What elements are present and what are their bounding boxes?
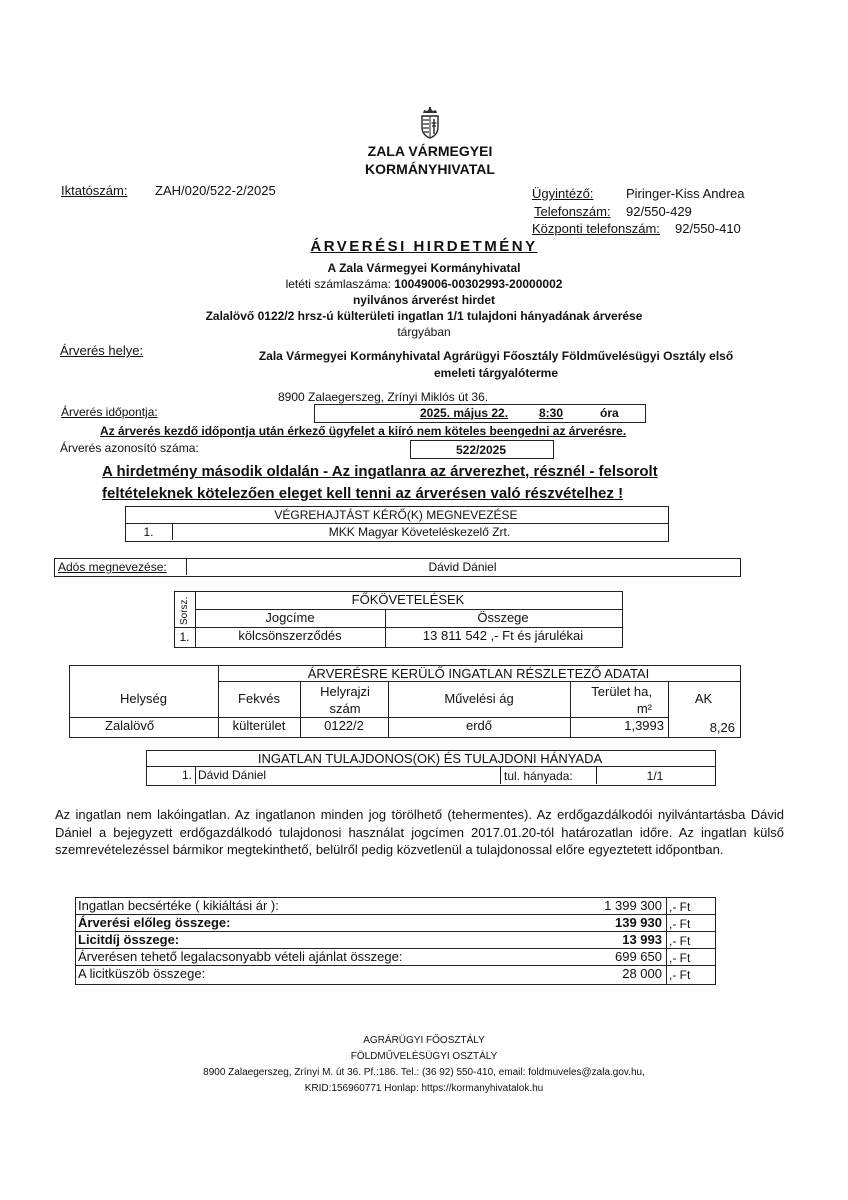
fokoveteles-header: FŐKÖVETELÉSEK (351, 592, 465, 607)
page-title: ÁRVERÉSI HIRDETMÉNY (310, 238, 538, 255)
warning-text: Az árverés kezdő időpontja után érkező ügyfelet a kiíró nem köteles beengedni az árverésre. (100, 424, 627, 438)
ados-label: Adós megnevezése: (58, 560, 167, 574)
notice (102, 461, 658, 505)
price-value: 139 930 (615, 915, 662, 930)
idopont-unit: óra (600, 406, 619, 420)
price-label: Ingatlan becsértéke ( kikiáltási ár ): (78, 898, 279, 913)
price-value: 28 000 (622, 966, 662, 981)
price-label: Árverésen tehető legalacsonyabb vételi ajánlat összege: (78, 949, 403, 964)
helye-line2: emeleti tárgyalóterme (433, 366, 559, 380)
price-unit: ,- Ft (669, 900, 691, 914)
helye-text (200, 348, 792, 382)
hanyad-value: 1/1 (646, 769, 664, 783)
intro-line2-prefix: letéti számlaszáma: (285, 277, 395, 291)
price-value: 699 650 (615, 949, 662, 964)
tulajdonos-header: INGATLAN TULAJDONOS(OK) ÉS TULAJDONI HÁNYADA (257, 751, 603, 766)
price-value: 1 399 300 (604, 898, 662, 913)
price-unit: ,- Ft (669, 917, 691, 931)
footer-line4: KRID:156960771 Honlap: https://kormanyhivatalok.hu (304, 1083, 544, 1094)
idopont-time: 8:30 (539, 406, 564, 420)
intro-line2 (100, 276, 748, 292)
price-label: A licitküszöb összege: (78, 966, 206, 981)
intro-line1: A Zala Vármegyei Kormányhivatal (327, 261, 521, 275)
iktato-value: ZAH/020/522-2/2025 (155, 183, 276, 198)
sorsz-label: Sorsz. (179, 596, 190, 626)
footer (100, 1033, 748, 1097)
fokoveteles-col2: Összege (477, 610, 529, 625)
telefon-label: Telefonszám: (534, 204, 611, 219)
fokoveteles-num: 1. (179, 630, 190, 644)
iktato-label: Iktatószám: (61, 183, 128, 198)
price-label: Licitdíj összege: (78, 932, 180, 947)
ugyintezo-label: Ügyintéző: (532, 186, 594, 201)
price-label: Árverési előleg összege: (78, 915, 231, 930)
tulajdonos-name: Dávid Dániel (198, 768, 267, 782)
account-number: 10049006-00302993-20000002 (394, 277, 563, 291)
price-unit: ,- Ft (669, 968, 691, 982)
fokoveteles-jogcim: kölcsönszerződés (238, 628, 342, 643)
col-helyseg: Helység (120, 691, 167, 706)
price-value: 13 993 (622, 932, 662, 947)
intro-line3: nyilvános árverést hirdet (352, 293, 496, 307)
ingatlan-header: ÁRVERÉSRE KERÜLŐ INGATLAN RÉSZLETEZŐ ADATAI (307, 666, 650, 681)
helye-label: Árverés helye: (60, 343, 144, 358)
ugyintezo-value: Piringer-Kiss Andrea (626, 186, 745, 201)
intro-line5: tárgyában (397, 325, 451, 339)
azonosito-value: 522/2025 (455, 443, 507, 457)
col-hrsz: Helyrajzi szám (320, 684, 370, 716)
footer-line1: AGRÁRÜGYI FŐOSZTÁLY (363, 1035, 485, 1046)
coat-of-arms-icon (419, 107, 441, 139)
notice-line2: feltételeknek kötelezően eleget kell tenni az árverésen való részvételhez ! (102, 485, 624, 502)
org-name (300, 142, 560, 178)
azonosito-label: Árverés azonosító száma: (60, 441, 199, 455)
kozponti-value: 92/550-410 (675, 221, 741, 236)
fokoveteles-col1: Jogcíme (265, 610, 315, 625)
col-ak: AK (694, 691, 713, 706)
idopont-date: 2025. május 22. (420, 406, 509, 420)
description-paragraph: Az ingatlan nem lakóingatlan. Az ingatlanon minden jog törölhető (tehermentes). Az erdőgazdálkodói nyilvántartásba Dávid Dániel a bejegyzett erdőgazdálkodó tulajdonosi használat jogcímen 2017.01.20-tól határozatlan időre. Az ingatlan külső szemrevételezéssel bármikor megtekinthető, belülről pedig közvetlenül a tulajdonossal előre egyeztetett időpontban. (55, 807, 784, 857)
kozponti-label: Központi telefonszám: (532, 221, 660, 236)
footer-line3: 8900 Zalaegerszeg, Zrínyi M. út 36. Pf.:186. Tel.: (36 92) 550-410, email: foldmuveles@zala.gov.hu, (203, 1067, 645, 1078)
col-terulet: Terület ha, m² (591, 684, 652, 716)
tulajdonos-num: 1. (181, 768, 192, 782)
helye-address: 8900 Zalaegerszeg, Zrínyi Miklós út 36. (278, 390, 489, 404)
org-line1: ZALA VÁRMEGYEI (367, 143, 493, 159)
ingatlan-muvelesi: erdő (465, 718, 493, 733)
fokoveteles-osszeg: 13 811 542 ,- Ft és járulékai (422, 628, 584, 643)
telefon-value: 92/550-429 (626, 204, 692, 219)
vegrehajtas-num: 1. (143, 525, 154, 539)
ingatlan-helyseg: Zalalövő (105, 718, 155, 733)
price-unit: ,- Ft (669, 934, 691, 948)
intro-line4: Zalalövő 0122/2 hrsz-ú külterületi ingatlan 1/1 tulajdoni hányadának árverése (205, 309, 643, 323)
vegrehajtas-name: MKK Magyar Követeléskezelő Zrt. (328, 525, 511, 539)
org-line2: KORMÁNYHIVATAL (365, 161, 495, 177)
ingatlan-ak: 8,26 (709, 720, 735, 735)
ingatlan-hrsz: 0122/2 (324, 718, 364, 733)
price-unit: ,- Ft (669, 951, 691, 965)
footer-line2: FÖLDMŰVELÉSÜGYI OSZTÁLY (350, 1051, 498, 1062)
ingatlan-fekves: külterület (232, 718, 286, 733)
col-fekves: Fekvés (238, 691, 280, 706)
intro-block (100, 260, 748, 340)
notice-line1: A hirdetmény második oldalán - Az ingatlanra az árverezhet, résznél - felsorolt (102, 463, 658, 480)
ados-value: Dávid Dániel (428, 560, 497, 574)
vegrehajtas-header: VÉGREHAJTÁST KÉRŐ(K) MEGNEVEZÉSE (274, 508, 518, 522)
idopont-label: Árverés időpontja: (61, 405, 158, 419)
hanyad-label: tul. hányada: (504, 769, 573, 783)
ingatlan-terulet: 1,3993 (624, 718, 664, 733)
col-muvelesi: Művelési ág (444, 691, 514, 706)
helye-line1: Zala Vármegyei Kormányhivatal Agrárügyi Főosztály Földművelésügyi Osztály első (258, 349, 734, 363)
